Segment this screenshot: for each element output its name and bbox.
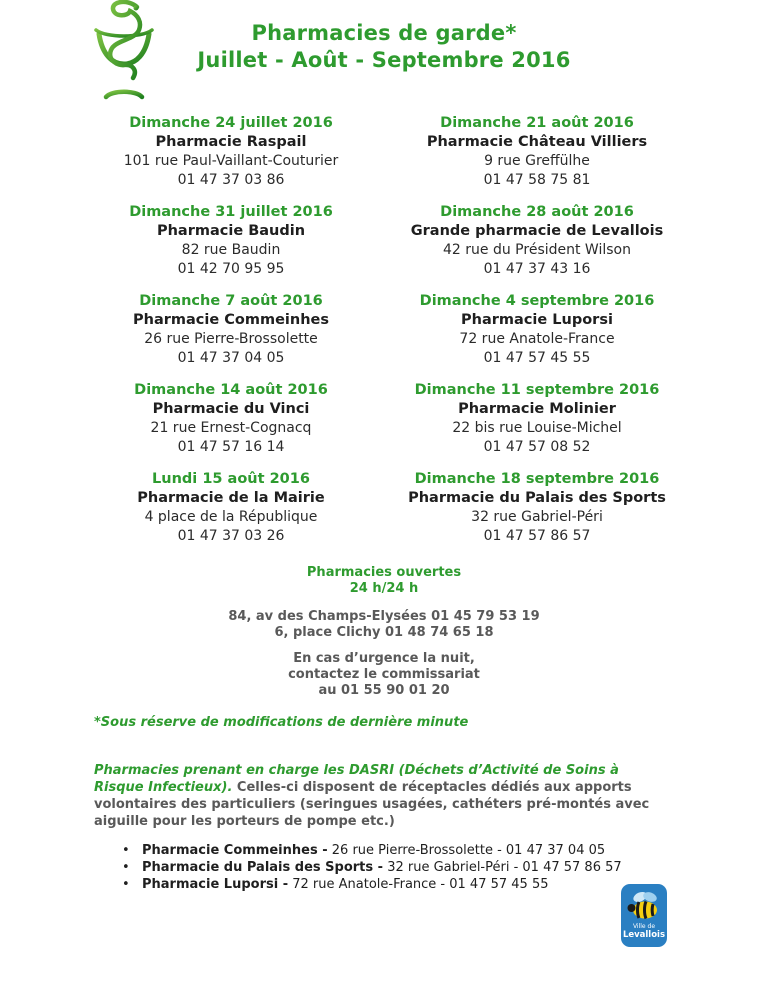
dasri-paragraph: [94, 762, 672, 830]
page-title-line2: Juillet - Août - Septembre 2016: [197, 48, 571, 72]
entry-date: Dimanche 31 juillet 2016: [129, 204, 333, 220]
dasri-item-name: Pharmacie du Palais des Sports -: [142, 860, 384, 875]
entry-phone: 01 42 70 95 95: [177, 261, 285, 277]
entry-date: Dimanche 18 septembre 2016: [414, 471, 660, 487]
entry-date: Dimanche 24 juillet 2016: [129, 115, 333, 131]
entry-pharmacy-name: Pharmacie Baudin: [156, 223, 306, 239]
entry-pharmacy-name: Pharmacie Commeinhes: [133, 312, 329, 328]
pharmacy-entry: [78, 381, 384, 457]
pharmacy-entry: [384, 381, 690, 457]
right-column: [384, 114, 690, 559]
dasri-lead: Pharmacies prenant en charge les DASRI (Déchets d’Activité de Soins à Risque Infectieux).: [94, 763, 619, 795]
pharmacy-entry: [78, 292, 384, 368]
dasri-list-item: [122, 876, 768, 893]
pharmacy-entry: [384, 203, 690, 279]
pharmacy-entry: [78, 114, 384, 190]
footnote: *Sous réserve de modifications de dernière minute: [94, 715, 469, 730]
entry-phone: 01 47 57 08 52: [483, 439, 591, 455]
entry-pharmacy-name: Pharmacie du Palais des Sports: [408, 490, 666, 506]
dasri-list: [122, 842, 768, 893]
entry-address: 21 rue Ernest-Cognacq: [150, 420, 312, 436]
entry-pharmacy-name: Pharmacie Molinier: [458, 401, 616, 417]
entry-pharmacy-name: Pharmacie Luporsi: [461, 312, 613, 328]
night-emergency-line3: au 01 55 90 01 20: [318, 683, 450, 698]
entry-address: 26 rue Pierre-Brossolette: [144, 331, 318, 347]
dasri-item-detail: 72 rue Anatole-France - 01 47 57 45 55: [292, 877, 549, 892]
entry-address: 101 rue Paul-Vaillant-Couturier: [123, 153, 339, 169]
entry-phone: 01 47 57 45 55: [483, 350, 591, 366]
pharmacy-entry: [78, 470, 384, 546]
entry-date: Dimanche 11 septembre 2016: [414, 382, 660, 398]
open-24h-subheading: 24 h/24 h: [349, 581, 419, 596]
entry-address: 22 bis rue Louise-Michel: [452, 420, 622, 436]
dasri-item-detail: 26 rue Pierre-Brossolette - 01 47 37 04 05: [331, 843, 606, 858]
open-24h-address-1: 84, av des Champs-Elysées 01 45 79 53 19: [228, 609, 540, 624]
pharmacy-entry: [384, 114, 690, 190]
left-column: [78, 114, 384, 559]
entry-phone: 01 47 58 75 81: [483, 172, 591, 188]
entry-date: Dimanche 7 août 2016: [139, 293, 323, 309]
pharmacy-entry: [384, 292, 690, 368]
entry-pharmacy-name: Pharmacie du Vinci: [152, 401, 310, 417]
page-title-line1: Pharmacies de garde*: [251, 21, 517, 45]
entry-pharmacy-name: Pharmacie de la Mairie: [137, 490, 325, 506]
entry-phone: 01 47 37 43 16: [483, 261, 591, 277]
pharmacy-entry: [78, 203, 384, 279]
schedule-columns: [78, 114, 690, 559]
entry-date: Dimanche 28 août 2016: [440, 204, 634, 220]
entry-phone: 01 47 37 04 05: [177, 350, 285, 366]
entry-pharmacy-name: Pharmacie Raspail: [155, 134, 307, 150]
pharmacy-bowl-of-hygieia-icon: [92, 0, 156, 106]
dasri-item-name: Pharmacie Luporsi -: [142, 877, 289, 892]
entry-phone: 01 47 37 03 86: [177, 172, 285, 188]
open-24h-address-2: 6, place Clichy 01 48 74 65 18: [274, 625, 494, 640]
night-emergency-line2: contactez le commissariat: [288, 667, 480, 682]
entry-pharmacy-name: Grande pharmacie de Levallois: [410, 223, 664, 239]
entry-phone: 01 47 57 16 14: [177, 439, 285, 455]
entry-date: Dimanche 14 août 2016: [134, 382, 328, 398]
entry-date: Dimanche 21 août 2016: [440, 115, 634, 131]
open-24h-block: [0, 565, 768, 699]
dasri-list-item: [122, 859, 768, 876]
pharmacy-entry: [384, 470, 690, 546]
dasri-item-name: Pharmacie Commeinhes -: [142, 843, 328, 858]
entry-address: 32 rue Gabriel-Péri: [471, 509, 603, 525]
entry-address: 82 rue Baudin: [181, 242, 281, 258]
entry-address: 72 rue Anatole-France: [459, 331, 615, 347]
entry-address: 9 rue Greffülhe: [484, 153, 590, 169]
dasri-rest: Celles-ci disposent de réceptacles dédiés aux apports volontaires des particuliers (seringues usagées, cathéters pré-montés avec aiguille pour les porteurs de pompe etc.): [94, 780, 650, 829]
header: [0, 0, 768, 74]
entry-address: 4 place de la République: [144, 509, 318, 525]
open-24h-heading: Pharmacies ouvertes: [306, 565, 462, 580]
bee-icon: [626, 889, 662, 923]
entry-address: 42 rue du Président Wilson: [443, 242, 631, 258]
dasri-list-item: [122, 842, 768, 859]
entry-date: Lundi 15 août 2016: [152, 471, 310, 487]
entry-phone: 01 47 37 03 26: [177, 528, 285, 544]
levallois-logo: [621, 884, 667, 947]
entry-pharmacy-name: Pharmacie Château Villiers: [426, 134, 648, 150]
entry-date: Dimanche 4 septembre 2016: [419, 293, 655, 309]
dasri-item-detail: 32 rue Gabriel-Péri - 01 47 57 86 57: [387, 860, 622, 875]
night-emergency-line1: En cas d’urgence la nuit,: [293, 651, 475, 666]
levallois-logo-text-top: Ville de: [632, 923, 656, 930]
entry-phone: 01 47 57 86 57: [483, 528, 591, 544]
levallois-logo-text-bottom: Levallois: [622, 930, 666, 940]
